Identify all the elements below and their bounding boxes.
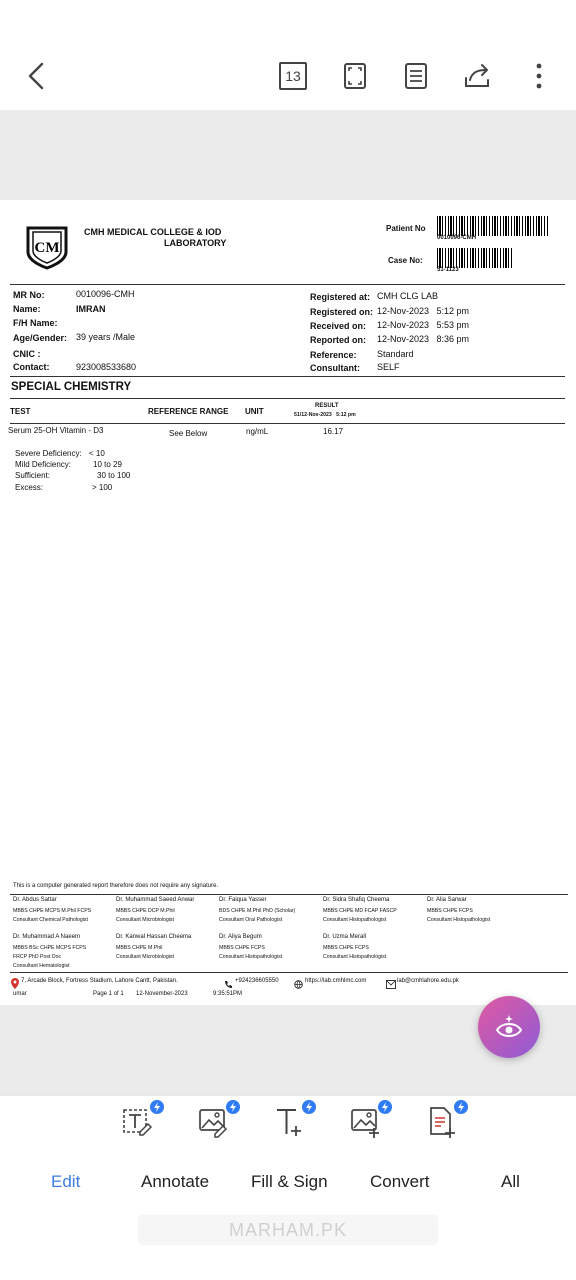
svg-text:CM: CM [34, 240, 60, 256]
doctor-name: Dr. Aliya Begum [219, 934, 262, 940]
email: lab@cmhlahore.edu.pk [397, 978, 459, 984]
col-result: RESULT [315, 403, 339, 409]
field-label: Received on: [310, 321, 367, 331]
premium-badge-icon [454, 1100, 468, 1114]
divider [10, 284, 565, 285]
premium-badge-icon [302, 1100, 316, 1114]
divider [10, 376, 565, 377]
case-no-label: Case No: [388, 256, 423, 265]
row-range: See Below [169, 429, 208, 438]
doctor-role: Consultant Oral Pathologist [219, 917, 283, 923]
fullscreen-icon[interactable] [335, 56, 375, 96]
patient-barcode [437, 216, 549, 236]
mr-no-value: 0010096-CMH [76, 289, 135, 299]
add-text-icon [272, 1104, 306, 1138]
tab-convert[interactable]: Convert [370, 1172, 430, 1191]
tab-all[interactable]: All [501, 1172, 520, 1191]
doctor-name: Dr. Alia Sarwar [427, 897, 467, 903]
col-test: TEST [10, 407, 31, 416]
field-label: Age/Gender: [13, 333, 68, 343]
globe-icon [294, 976, 303, 994]
premium-badge-icon [226, 1100, 240, 1114]
tab-fill-sign[interactable]: Fill & Sign [251, 1172, 328, 1191]
contact-value: 923008533680 [76, 362, 137, 372]
field-label: Registered on: [310, 307, 374, 317]
footer-date: 12-November-2023 [136, 991, 188, 997]
lab-name-line2: LABORATORY [164, 238, 227, 248]
doctor-role: Consultant Histopathologist [323, 954, 387, 960]
col-result-sub: 51/12-Nov-2023 5:12 pm [294, 412, 356, 418]
doctor-name: Dr. Abdus Sattar [13, 897, 57, 903]
add-page-tool[interactable] [424, 1104, 468, 1144]
disclaimer: This is a computer generated report therefore does not require any signature. [13, 883, 219, 889]
field-label: Contact: [13, 362, 50, 372]
edit-image-icon [196, 1104, 230, 1138]
doctor-role: Consultant Chemical Pathologist [13, 917, 88, 923]
field-label: Reported on: [310, 335, 366, 345]
registered-on-value: 12-Nov-2023 5:12 pm [377, 306, 470, 316]
patient-no-label: Patient No [386, 224, 426, 233]
patient-no: 0010096-CMH [437, 235, 477, 241]
doctor-name: Dr. Sidra Shafiq Cheema [323, 897, 390, 903]
field-label: Registered at: [310, 292, 371, 302]
premium-badge-icon [378, 1100, 392, 1114]
field-label: F/H Name: [13, 318, 58, 328]
field-label: MR No: [13, 290, 45, 300]
section-title: SPECIAL CHEMISTRY [11, 381, 132, 393]
add-page-icon [424, 1104, 458, 1138]
col-range: REFERENCE RANGE [148, 407, 229, 416]
divider [10, 423, 565, 424]
document-page[interactable] [0, 200, 576, 1005]
doctor-qual: MBBS CHPE DCP M.Phil [116, 908, 175, 914]
more-options-icon[interactable] [519, 56, 559, 96]
row-result: 16.17 [323, 427, 344, 436]
tab-edit[interactable]: Edit [51, 1172, 81, 1191]
eye-protection-button[interactable] [478, 996, 540, 1058]
add-text-tool[interactable] [272, 1104, 316, 1144]
edit-image-tool[interactable] [196, 1104, 240, 1144]
doctor-qual: MBBS CHPE MCPS M.Phil FCPS [13, 908, 92, 914]
divider [10, 894, 568, 895]
doctor-qual: MBBS CHPE FCPS [219, 945, 265, 951]
range-label: Severe Deficiency: [15, 449, 82, 458]
mail-icon [386, 976, 396, 994]
received-on-value: 12-Nov-2023 5:53 pm [377, 320, 470, 330]
row-test: Serum 25-OH Vitamin - D3 [8, 426, 104, 435]
doctor-qual: MBBS CHPE FCPS [323, 945, 369, 951]
range-value: > 100 [92, 483, 113, 492]
range-label: Excess: [15, 483, 44, 492]
field-label: Reference: [310, 350, 357, 360]
premium-badge-icon [150, 1100, 164, 1114]
divider [10, 398, 565, 399]
field-label: CNIC : [13, 349, 41, 359]
reported-on-value: 12-Nov-2023 8:36 pm [377, 334, 470, 344]
row-unit: ng/mL [246, 427, 269, 436]
lab-name-line1: CMH MEDICAL COLLEGE & IOD [84, 227, 222, 237]
page-count-icon[interactable] [273, 56, 313, 96]
doctor-role: FRCP PhD Post Doc [13, 954, 62, 960]
name-value: IMRAN [76, 304, 106, 314]
doctor-name: Dr. Muhammad Saeed Anwar [116, 897, 195, 903]
edit-text-tool[interactable] [120, 1104, 164, 1144]
watermark: MARHAM.PK [138, 1215, 438, 1245]
doctor-role: Consultant Histopathologist [219, 954, 283, 960]
add-image-icon [348, 1104, 382, 1138]
doctor-qual: MBBS CHPE M.Phil [116, 945, 163, 951]
range-label: Sufficient: [15, 471, 50, 480]
col-unit: UNIT [245, 407, 264, 416]
footer-user: umar [13, 991, 27, 997]
doctor-role: Consultant Histopathologist [427, 917, 491, 923]
tab-annotate[interactable]: Annotate [141, 1172, 210, 1191]
footer-time: 9:35:51PM [213, 991, 243, 997]
phone: +924236605550 [235, 978, 279, 984]
doctor-qual: MBBS CHPE MD FCAP FASCP [323, 908, 397, 914]
field-label: Name: [13, 304, 41, 314]
eye-sparkle-icon [494, 1014, 524, 1040]
field-label: Consultant: [310, 363, 360, 373]
registered-at-value: CMH CLG LAB [377, 291, 439, 301]
address: 7, Arcade Block, Fortress Stadium, Lahore Cantt, Pakistan. [21, 978, 178, 984]
top-app-bar [0, 0, 576, 111]
doctor-role: Consultant Microbiologist [116, 954, 174, 960]
doctor-qual: MBBS CHPE FCPS [427, 908, 473, 914]
doctor-qual: MBBS BSc CHPE MCPS FCPS [13, 945, 87, 951]
add-image-tool[interactable] [348, 1104, 392, 1144]
doctor-qual: BDS CHPE M.Phil PhD (Scholar) [219, 908, 296, 914]
back-icon[interactable] [16, 56, 56, 96]
consultant-value: SELF [377, 362, 400, 372]
range-value: < 10 [89, 449, 105, 458]
doctor-name: Dr. Muhammad A Naeem [13, 934, 81, 940]
reader-mode-icon[interactable] [396, 56, 436, 96]
page-count: 13 [279, 62, 307, 90]
doctor-role: Consultant Microbiologist [116, 917, 174, 923]
doctor-role: Consultant Hematologist [13, 963, 70, 969]
share-icon[interactable] [457, 56, 497, 96]
divider [10, 972, 568, 973]
range-label: Mild Deficiency: [15, 460, 72, 469]
doctor-role: Consultant Histopathologist [323, 917, 387, 923]
lab-logo-icon [24, 222, 70, 275]
edit-text-icon [120, 1104, 154, 1138]
range-value: 10 to 29 [93, 460, 122, 469]
case-no: 51-1123 [437, 267, 459, 273]
age-gender-value: 39 years /Male [76, 332, 136, 342]
reference-value: Standard [377, 349, 414, 359]
footer-page: Page 1 of 1 [93, 991, 124, 997]
doctor-name: Dr. Uzma Merall [323, 934, 367, 940]
doctor-name: Dr. Faiqua Yasser [219, 897, 267, 903]
doctor-name: Dr. Kanwal Hassan Cheema [116, 934, 192, 940]
website: https://lab.cmhlmc.com [305, 978, 367, 984]
range-value: 30 to 100 [97, 471, 131, 480]
case-barcode [437, 248, 513, 268]
